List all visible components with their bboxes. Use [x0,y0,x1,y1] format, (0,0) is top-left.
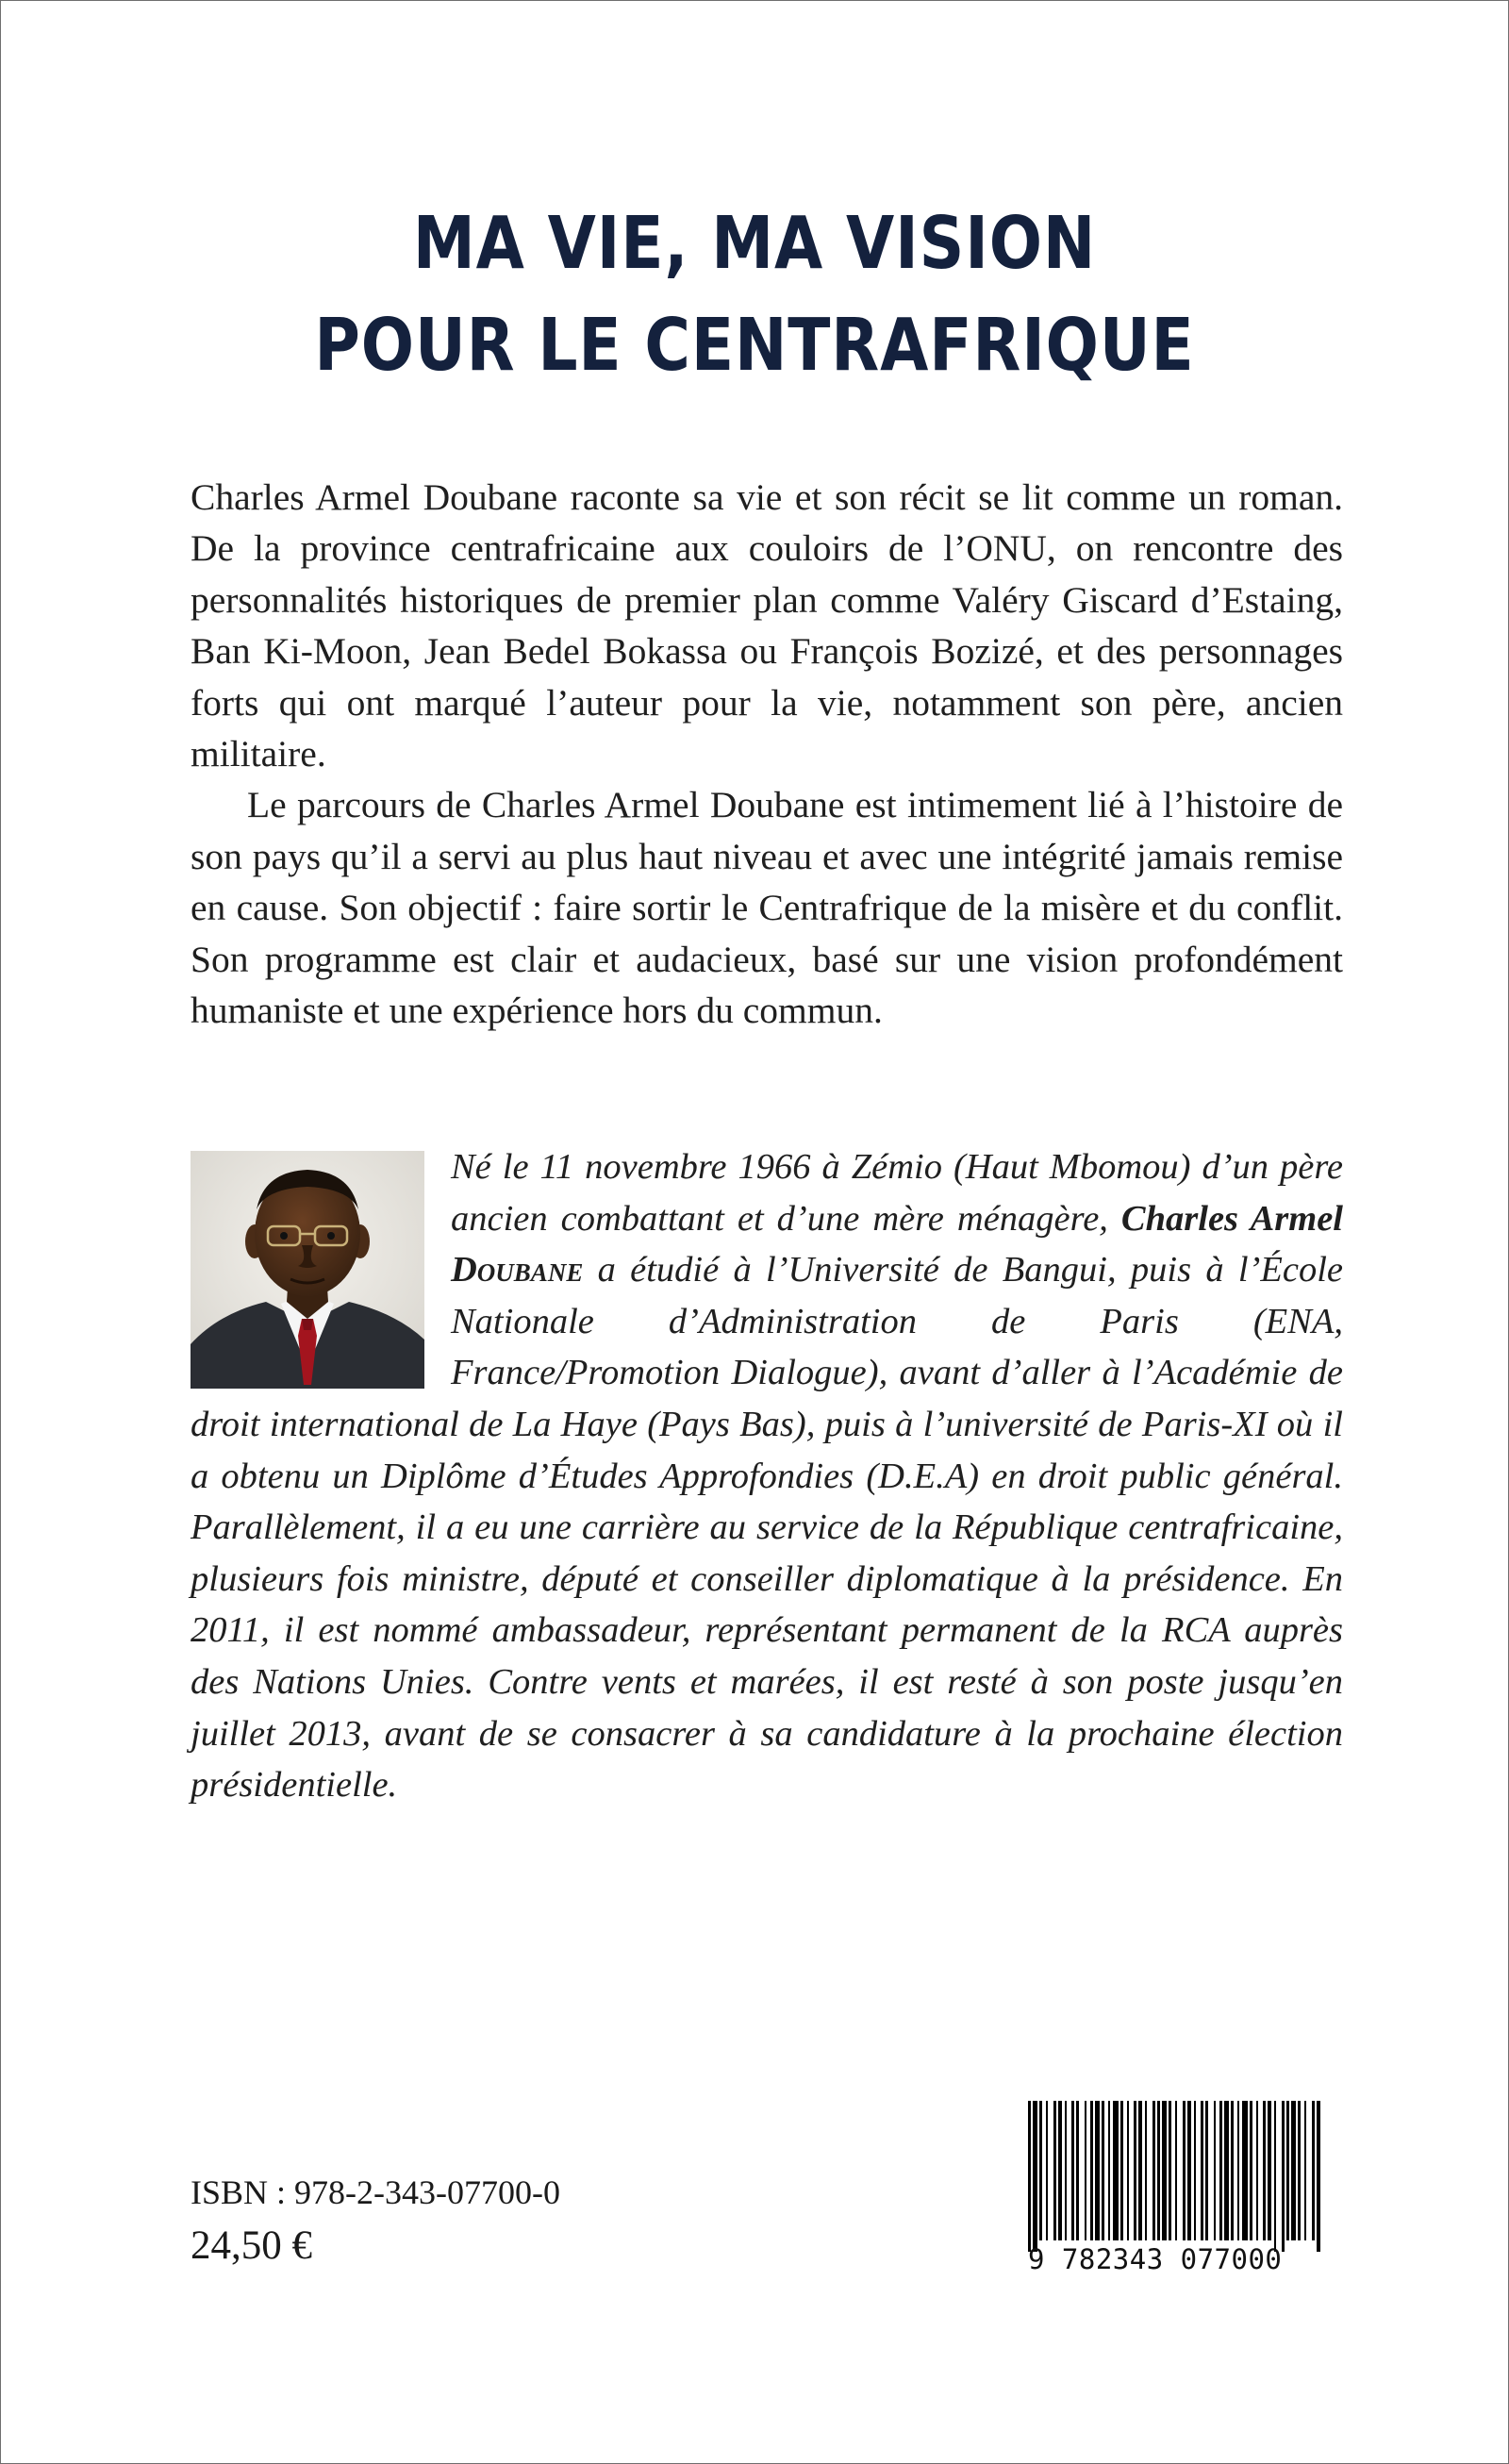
book-title [106,193,1403,397]
summary-paragraph-2: Le parcours de Charles Armel Doubane est intimement lié à l’histoire de son pays qu’il a servi au plus haut niveau et avec une intégrité jamais remise en cause. Son objectif : faire sortir le Centrafrique de la misère et du conflit. Son programme est clair et audacieux, basé sur une vision profondément humaniste et une expérience hors du commun. [191,784,1343,1032]
barcode-bar [1127,2101,1129,2240]
barcode-bar [1282,2101,1285,2252]
barcode-bar [1214,2101,1216,2240]
biography-intro: Né le 11 novembre 1966 à Zémio (Haut Mbomou) d’un père ancien combattant et d’une mère ménagère, [451,1147,1343,1239]
barcode-bar [1312,2101,1315,2240]
barcode-bar [1274,2101,1276,2252]
author-biography [191,1141,1343,1811]
barcode-bar [1291,2101,1296,2240]
barcode-bar [1256,2101,1258,2240]
barcode-digits: 9 782343 077000 [1028,2243,1283,2275]
barcode-bar [1317,2101,1320,2252]
book-price: 24,50 € [191,2223,312,2268]
author-first-names: Charles Armel [1120,1198,1343,1239]
barcode-bar [1242,2101,1248,2240]
barcode-bar [1169,2101,1171,2240]
barcode-bar [1071,2101,1074,2240]
biography-rest: a étudié à l’Université de Bangui, puis à l’École Nationale d’Administration de Paris (ENA, France/Promotion Dialogue), avant d’aller à l’Académie de droit international de La Haye (Pays Bas), puis à l’université de Paris-XI où il a obtenu un Diplôme d’Études Approfondies (D.E.A) en droit public général. Parallèlement, il a eu une carrière au service de la République centrafricaine, plusieurs fois ministre, député et conseiller diplomatique à la présidence. En 2011, il est nommé ambassadeur, représentant permanent de la RCA auprès des Nations Unies. Contre vents et marées, il est resté à son poste jusqu’en juillet 2013, avant de se consacrer à sa candidature à la prochaine élection présidentielle. [191,1250,1343,1806]
barcode-bar [1138,2101,1142,2240]
barcode-bar [1053,2101,1056,2240]
barcode-bar [1263,2101,1266,2240]
barcode-bar [1090,2101,1093,2240]
book-summary [191,472,1343,1036]
barcode-bar [1231,2101,1234,2240]
barcode-bar [1237,2101,1239,2240]
author-surname: Doubane [451,1250,584,1290]
barcode-bar [1298,2101,1301,2240]
barcode-bar [1194,2101,1196,2240]
barcode-bar [1028,2101,1031,2252]
barcode-bar [1175,2101,1177,2240]
barcode-bar [1145,2101,1147,2240]
barcode-bar [1201,2101,1203,2240]
barcode-bar [1205,2101,1208,2240]
barcode-bar [1152,2101,1155,2240]
barcode-bar [1304,2101,1306,2240]
author-photo [191,1151,424,1389]
barcode-bar [1250,2101,1252,2240]
barcode-bar [1095,2101,1100,2240]
barcode-bar [1065,2101,1067,2240]
barcode-bar [1039,2101,1042,2240]
book-title-line-1: MA VIE, MA VISION [412,202,1097,286]
barcode-bar [1085,2101,1086,2240]
barcode-bar [1219,2101,1222,2240]
barcode-bar [1183,2101,1186,2240]
barcode-bar [1058,2101,1062,2240]
barcode-bar [1157,2101,1160,2240]
barcode-bar [1102,2101,1104,2240]
barcode-bar [1113,2101,1119,2240]
barcode-bar [1046,2101,1048,2240]
author-portrait-image [191,1151,424,1389]
summary-paragraph-1: Charles Armel Doubane raconte sa vie et son récit se lit comme un roman. De la province centrafricaine aux couloirs de l’ONU, on rencontre des personnalités historiques de premier plan comme Valéry Giscard d’Estaing, Ban Ki-Moon, Jean Bedel Bokassa ou François Bozizé, et des personnages forts qui ont marqué l’auteur pour la vie, notamment son père, ancien militaire. [191,476,1343,775]
barcode-bar [1134,2101,1136,2240]
barcode-bar [1187,2101,1191,2240]
isbn-number: ISBN : 978-2-343-07700-0 [191,2173,560,2211]
barcode-bar [1268,2101,1271,2240]
barcode-bar [1108,2101,1110,2240]
book-title-line-2: POUR LE CENTRAFRIQUE [314,304,1195,388]
barcode-bar [1224,2101,1229,2240]
barcode-bar [1120,2101,1123,2240]
barcode-bar [1286,2101,1289,2240]
barcode-bar [1033,2101,1037,2252]
barcode-bar [1076,2101,1079,2240]
barcode-bar [1162,2101,1167,2240]
